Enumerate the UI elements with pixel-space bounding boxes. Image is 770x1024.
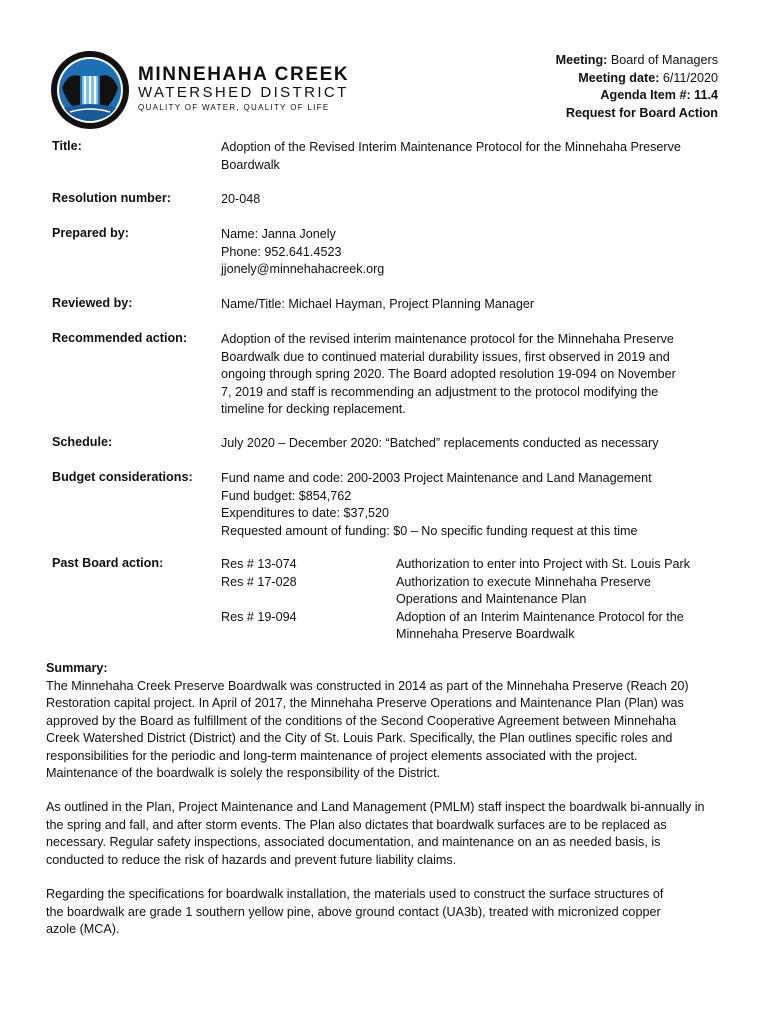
title-value [221,139,721,174]
summary-line: responsibilities for the periodic and long-term maintenance of project elements associated with the project. [46,748,638,763]
meeting-date-value: 6/11/2020 [662,70,718,85]
title-label: Title: [52,139,82,153]
summary-heading: Summary: [46,661,108,675]
past-res: Res # 13-074 [221,557,297,571]
past-res: Res # 17-028 [221,574,297,589]
summary-line: Creek Watershed District (District) and the City of St. Louis Park. Specifically, the Plan outlines specific roles and [46,731,673,745]
meeting-date-label: Meeting date: [578,70,660,85]
watershed-district-logo [50,50,130,130]
summary-line: Maintenance of the boardwalk is solely the responsibility of the District. [46,766,441,780]
meeting-info [556,52,718,122]
org-name: MINNEHAHA CREEK [138,64,350,85]
request-type: Request for Board Action [565,105,718,120]
recommended-label: Recommended action: [52,331,188,345]
past-action-label: Past Board action: [52,556,164,570]
summary-line: The Minnehaha Creek Preserve Boardwalk was constructed in 2014 as part of the Minnehaha Preserve (Reach 20) [46,678,689,693]
recommended-line: timeline for decking replacement. [221,402,406,416]
resolution-label: Resolution number: [52,191,171,205]
org-subtitle: WATERSHED DISTRICT [138,84,349,101]
summary-line: necessary. Regular safety inspections, associated documentation, and maintenance on an as needed basis, is [46,835,661,849]
schedule-value: July 2020 – December 2020: “Batched” replacements conducted as necessary [221,436,659,450]
prepared-email: jjonely@minnehahacreek.org [221,262,385,276]
past-action-row [52,556,722,646]
title-line: Boardwalk [221,157,280,172]
budget-fund-budget: Fund budget: $854,762 [221,488,352,503]
prepared-name: Name: Janna Jonely [221,227,336,241]
budget-value [221,470,721,540]
resolution-value: 20-048 [221,192,261,206]
summary-paragraph-2 [46,799,726,869]
summary-line: conducted to reduce the risk of hazards and prevent future liability claims. [46,852,457,867]
past-desc: Authorization to execute Minnehaha Preserve [396,574,651,589]
reviewed-label: Reviewed by: [52,296,133,310]
meeting-value: Board of Managers [610,53,718,67]
meeting-label: Meeting: [555,53,608,67]
past-desc: Minnehaha Preserve Boardwalk [396,627,575,641]
summary-line: the spring and fall, and after storm events. The Plan also dictates that boardwalk surfaces are to be replaced as [46,817,667,832]
budget-label: Budget considerations: [52,470,193,484]
title-line: Adoption of the Revised Interim Maintenance Protocol for the Minnehaha Preserve [221,140,681,154]
past-res: Res # 19-094 [221,609,297,624]
summary-line: Restoration capital project. In April of 2017, the Minnehaha Preserve Operations and Maintenance Plan (Plan) was [46,696,684,710]
budget-fund-name: Fund name and code: 200-2003 Project Maintenance and Land Management [221,471,652,485]
prepared-value [221,226,721,279]
recommended-line: Boardwalk due to continued material durability issues, first observed in 2019 and [221,349,670,364]
past-desc: Adoption of an Interim Maintenance Protocol for the [396,609,684,624]
recommended-line: 7, 2019 and staff is recommending an adjustment to the protocol modifying the [221,384,659,399]
summary-line: Regarding the specifications for boardwalk installation, the materials used to construct the surface structures of [46,887,664,901]
agenda-item: Agenda Item #: 11.4 [600,88,718,102]
summary-line: azole (MCA). [46,922,120,936]
summary-line: As outlined in the Plan, Project Maintenance and Land Management (PMLM) staff inspect the boardwalk bi-annually in [46,800,705,814]
budget-requested: Requested amount of funding: $0 – No specific funding request at this time [221,523,638,538]
summary-section [46,660,726,783]
org-tagline: QUALITY OF WATER, QUALITY OF LIFE [138,103,330,112]
schedule-label: Schedule: [52,435,113,449]
summary-line: approved by the Board as fulfillment of the conditions of the Second Cooperative Agreement between Minnehaha [46,713,677,728]
summary-line: the boardwalk are grade 1 southern yellow pine, above ground contact (UA3b), treated with micronized copper [46,904,661,919]
recommended-line: ongoing through spring 2020. The Board adopted resolution 19-094 on November [221,367,676,381]
past-desc: Authorization to enter into Project with St. Louis Park [396,557,691,571]
past-desc: Operations and Maintenance Plan [396,592,587,606]
prepared-phone: Phone: 952.641.4523 [221,244,342,259]
recommended-value [221,331,721,419]
recommended-line: Adoption of the revised interim maintenance protocol for the Minnehaha Preserve [221,332,674,346]
budget-expenditures: Expenditures to date: $37,520 [221,506,390,520]
summary-paragraph-3 [46,886,726,939]
prepared-label: Prepared by: [52,226,129,240]
reviewed-value: Name/Title: Michael Hayman, Project Planning Manager [221,297,535,311]
